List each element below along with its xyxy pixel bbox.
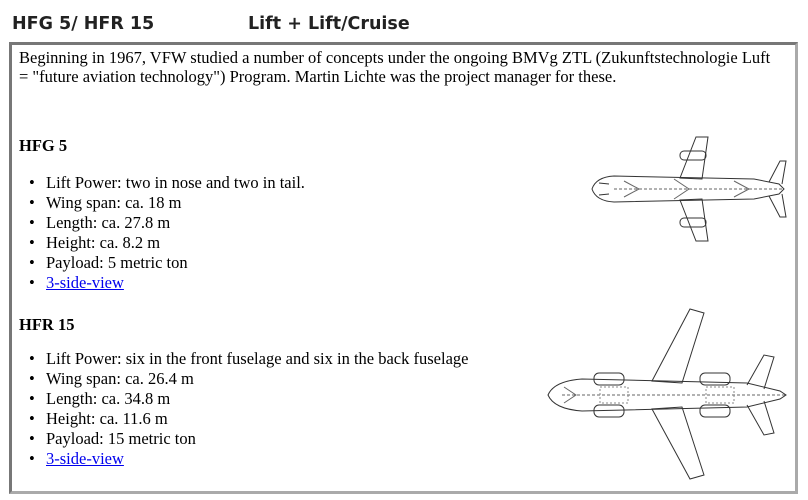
hfg5-3-side-view-link[interactable]: 3-side-view (46, 273, 124, 292)
hfr15-spec-list (29, 349, 469, 469)
list-item (29, 449, 468, 469)
bullet: • (29, 173, 35, 192)
spec-height: Height: ca. 8.2 m (46, 233, 161, 252)
list-item (29, 429, 468, 449)
spec-wing-span: Wing span: ca. 26.4 m (46, 369, 194, 388)
hfg5-spec-list (29, 173, 305, 293)
spec-payload: Payload: 15 metric ton (46, 429, 196, 448)
hfr15-3-side-view-link[interactable]: 3-side-view (46, 449, 124, 468)
spec-length: Length: ca. 34.8 m (46, 389, 171, 408)
intro-paragraph: Beginning in 1967, VFW studied a number of concepts under the ongoing BMVg ZTL (Zukunftstechnologie Luft = "future aviation technology") Program. Martin Lichte was the project manager for these. (19, 48, 771, 86)
bullet: • (29, 429, 35, 448)
bullet: • (29, 389, 35, 408)
list-item (29, 409, 468, 429)
list-item (29, 193, 305, 213)
spec-length: Length: ca. 27.8 m (46, 213, 171, 232)
list-item (29, 349, 469, 369)
spec-lift-power: Lift Power: six in the front fuselage and six in the back fuselage (46, 349, 469, 368)
bullet: • (29, 233, 35, 252)
bullet: • (29, 193, 35, 212)
list-item (29, 253, 305, 273)
list-item (29, 273, 305, 293)
spec-payload: Payload: 5 metric ton (46, 253, 188, 272)
page-subtitle: Lift + Lift/Cruise (248, 14, 410, 34)
bullet: • (29, 253, 35, 272)
list-item (29, 389, 468, 409)
bullet: • (29, 213, 35, 232)
content-area[interactable] (12, 45, 795, 491)
bullet: • (29, 349, 35, 368)
page-title: HFG 5/ HFR 15 (12, 14, 155, 34)
list-item (29, 173, 305, 193)
spec-lift-power: Lift Power: two in nose and two in tail. (46, 173, 305, 192)
bullet: • (29, 409, 35, 428)
section-title-hfg5: HFG 5 (19, 136, 68, 155)
list-item (29, 369, 468, 389)
hfg5-aircraft-drawing (584, 129, 794, 249)
spec-height: Height: ca. 11.6 m (46, 409, 168, 428)
list-item (29, 233, 305, 253)
bullet: • (29, 369, 35, 388)
hfr15-aircraft-drawing (542, 303, 792, 483)
section-title-hfr15: HFR 15 (19, 315, 75, 334)
bullet: • (29, 449, 35, 468)
bullet: • (29, 273, 35, 292)
spec-wing-span: Wing span: ca. 18 m (46, 193, 182, 212)
list-item (29, 213, 305, 233)
content-frame (9, 42, 798, 494)
page-header (12, 14, 802, 36)
